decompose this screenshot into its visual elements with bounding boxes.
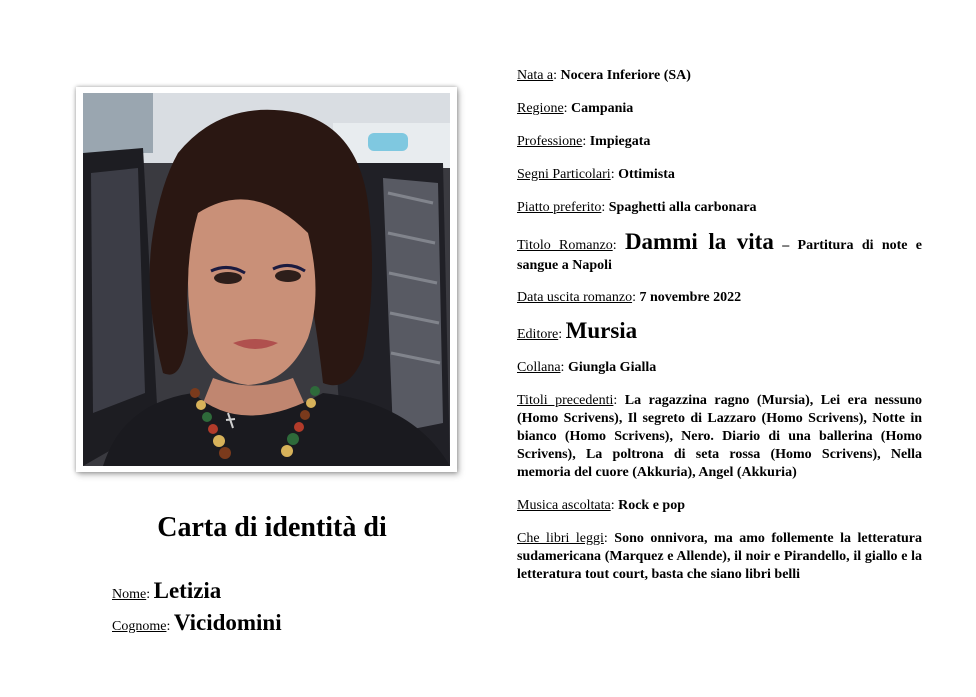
- field-titoli-precedenti: Titoli precedenti: La ragazzina ragno (Mursia), Lei era nessuno (Homo Scrivens), Il segreto di Lazzaro (Homo Scrivens), Notte in bianco (Homo Scrivens), Nero. Diario di una ballerina (Homo Scrivens), La poltrona di seta rossa (Homo Scrivens), Nella memoria del cuore (Akkuria), Angel (Akkuria): [517, 393, 923, 480]
- field-libri: Che libri leggi: Sono onnivora, ma amo follemente la letteratura sudamericana (Marquez e Allende), il noir e Pirandello, il giallo e la letteratura tout court, basta che siano libri belli: [517, 531, 922, 582]
- field-value: Nocera Inferiore (SA): [560, 68, 691, 83]
- field-label: Regione: [517, 101, 564, 116]
- field-label: Data uscita romanzo: [517, 290, 633, 305]
- field-value: Campania: [571, 101, 634, 116]
- field-value: Spaghetti alla carbonara: [608, 200, 757, 215]
- field-label: Titolo Romanzo: [517, 238, 613, 253]
- field-collana: Collana: Giungla Gialla: [517, 360, 657, 375]
- card-title: Carta di identità di: [157, 512, 387, 543]
- portrait-photo-frame: [76, 87, 457, 472]
- field-value: Ottimista: [618, 167, 675, 182]
- field-editore: Editore: Mursia: [517, 318, 638, 343]
- cognome-value: Vicidomini: [173, 610, 282, 635]
- field-musica: Musica ascoltata: Rock e pop: [517, 498, 685, 513]
- publisher-value: Mursia: [565, 318, 638, 343]
- field-label: Piatto preferito: [517, 200, 602, 215]
- field-regione: Regione: Campania: [517, 101, 634, 116]
- field-label: Collana: [517, 360, 561, 375]
- field-value: Impiegata: [589, 134, 651, 149]
- field-label: Editore: [517, 327, 559, 342]
- field-value: Rock e pop: [618, 498, 685, 513]
- nome-line: Nome: Letizia: [112, 578, 222, 603]
- field-segni: Segni Particolari: Ottimista: [517, 167, 675, 182]
- field-label: Nata a: [517, 68, 554, 83]
- field-label: Musica ascoltata: [517, 498, 611, 513]
- novel-subtitle: – Partitura di note e sangue a Napoli: [517, 238, 923, 273]
- field-value: Sono onnivora, ma amo follemente la letteratura sudamericana (Marquez e Allende), il noir e Pirandello, il giallo e la letteratura tout court, basta che siano libri belli: [517, 531, 922, 582]
- field-label: Segni Particolari: [517, 167, 611, 182]
- identity-fields: [517, 67, 922, 599]
- novel-title: Dammi la vita: [624, 229, 774, 254]
- field-professione: Professione: Impiegata: [517, 134, 651, 149]
- portrait-photo: [83, 93, 450, 466]
- nome-value: Letizia: [153, 578, 222, 603]
- field-label: Che libri leggi: [517, 531, 604, 546]
- nome-label: Nome: [112, 587, 147, 602]
- cognome-line: Cognome: Vicidomini: [112, 610, 282, 635]
- field-value: Giungla Gialla: [567, 360, 657, 375]
- field-label: Titoli precedenti: [517, 393, 614, 408]
- field-data-uscita: Data uscita romanzo: 7 novembre 2022: [517, 290, 742, 305]
- field-nata: Nata a: Nocera Inferiore (SA): [517, 68, 691, 83]
- field-value: 7 novembre 2022: [639, 290, 742, 305]
- field-titolo: Titolo Romanzo: Dammi la vita – Partitura di note e sangue a Napoli: [517, 229, 923, 273]
- field-piatto: Piatto preferito: Spaghetti alla carbonara: [517, 200, 757, 215]
- field-value: La ragazzina ragno (Mursia), Lei era nessuno (Homo Scrivens), Il segreto di Lazzaro (Homo Scrivens), Notte in bianco (Homo Scrivens), Nero. Diario di una ballerina (Homo Scrivens), La poltrona di seta rossa (Homo Scrivens), Nella memoria del cuore (Akkuria), Angel (Akkuria): [517, 393, 923, 480]
- field-label: Professione: [517, 134, 583, 149]
- cognome-label: Cognome: [112, 619, 167, 634]
